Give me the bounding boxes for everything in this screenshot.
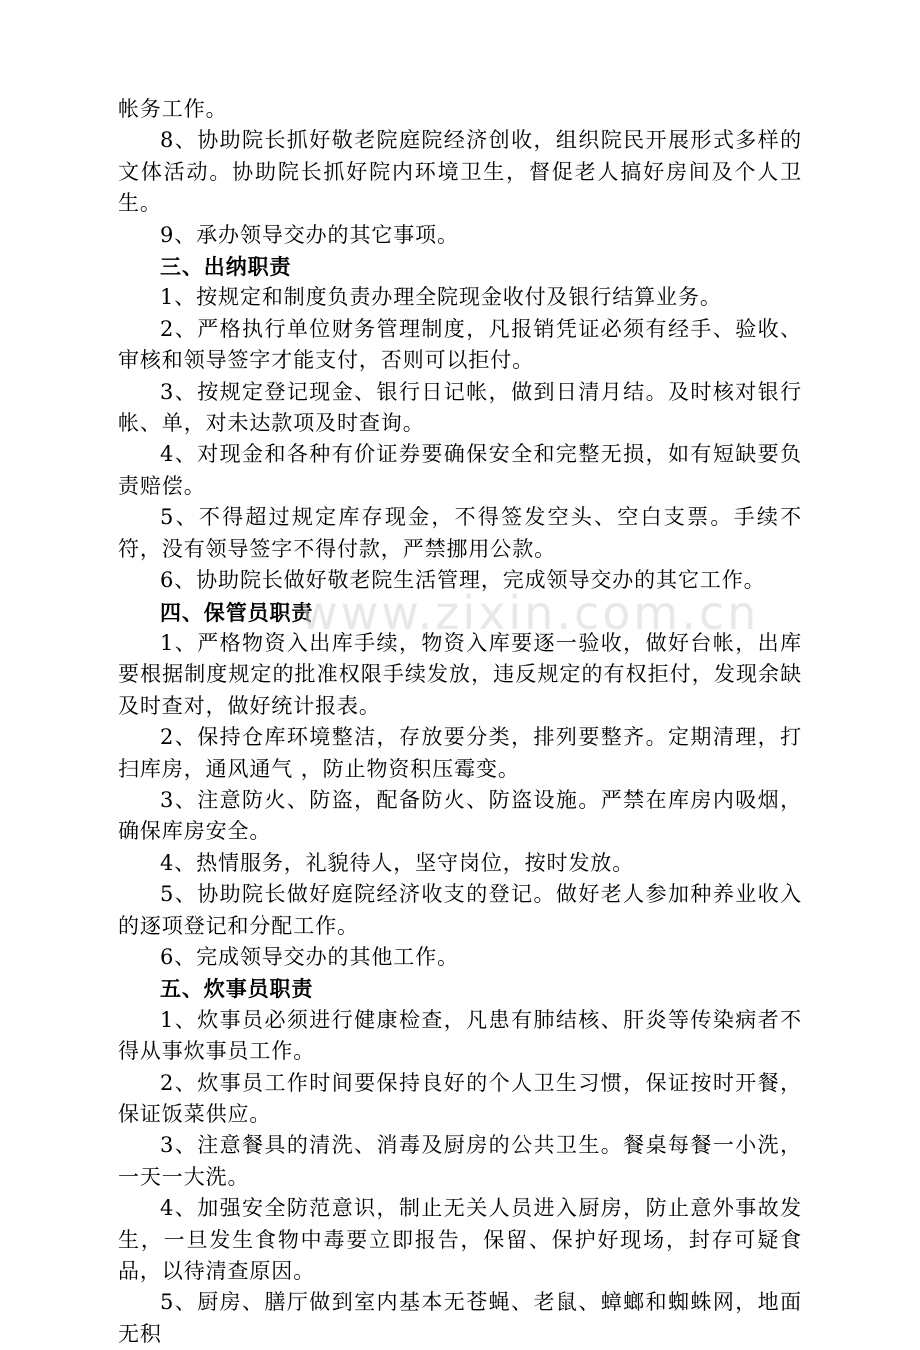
paragraph: 3、注意防火、防盗，配备防火、防盗设施。严禁在库房内吸烟，确保库房安全。 — [118, 787, 802, 844]
paragraph: 2、严格执行单位财务管理制度，凡报销凭证必须有经手、验收、审核和领导签字才能支付，否则可以拒付。 — [118, 316, 802, 373]
watermark: www.zixin.com.cn — [300, 586, 760, 640]
paragraph: 3、注意餐具的清洗、消毒及厨房的公共卫生。餐桌每餐一小洗，一天一大洗。 — [118, 1133, 802, 1189]
paragraph: 1、炊事员必须进行健康检查，凡患有肺结核、肝炎等传染病者不得从事炊事员工作。 — [118, 1007, 802, 1064]
paragraph: 5、不得超过规定库存现金，不得签发空头、空白支票。手续不符，没有领导签字不得付款，严禁挪用公款。 — [118, 505, 802, 561]
paragraph: 2、炊事员工作时间要保持良好的个人卫生习惯，保证按时开餐，保证饭菜供应。 — [118, 1070, 802, 1126]
paragraph: 6、完成领导交办的其他工作。 — [160, 944, 459, 969]
paragraph: 8、协助院长抓好敬老院庭院经济创收，组织院民开展形式多样的文体活动。协助院长抓好院内环境卫生，督促老人搞好房间及个人卫生。 — [118, 128, 802, 216]
paragraph: 5、协助院长做好庭院经济收支的登记。做好老人参加种养业收入的逐项登记和分配工作。 — [118, 882, 802, 938]
paragraph: 帐务工作。 — [118, 97, 228, 121]
paragraph: 1、按规定和制度负责办理全院现金收付及银行结算业务。 — [160, 285, 722, 310]
paragraph: 4、对现金和各种有价证券要确保安全和完整无损，如有短缺要负责赔偿。 — [118, 442, 802, 498]
paragraph: 3、按规定登记现金、银行日记帐，做到日清月结。及时核对银行帐、单，对未达款项及时查询。 — [118, 379, 802, 436]
paragraph: 1、严格物资入出库手续，物资入库要逐一验收，做好台帐，出库要根据制度规定的批准权限手续发放，违反规定的有权拒付，发现余缺及时查对，做好统计报表。 — [118, 630, 802, 718]
paragraph: 9、承办领导交办的其它事项。 — [160, 222, 459, 247]
document-body — [118, 94, 802, 1350]
section-heading: 五、炊事员职责 — [160, 976, 314, 1002]
section-heading: 三、出纳职责 — [160, 254, 292, 280]
paragraph: 5、厨房、膳厅做到室内基本无苍蝇、老鼠、蟑螂和蜘蛛网，地面无积 — [118, 1290, 802, 1346]
paragraph: 4、热情服务，礼貌待人，坚守岗位，按时发放。 — [160, 850, 635, 875]
paragraph: 2、保持仓库环境整洁，存放要分类，排列要整齐。定期清理，打扫库房，通风通气 ，防止物资积压霉变。 — [118, 725, 802, 781]
paragraph: 4、加强安全防范意识，制止无关人员进入厨房，防止意外事故发生，一旦发生食物中毒要立即报告，保留、保护好现场，封存可疑食品，以待清查原因。 — [118, 1196, 802, 1284]
section-heading: 四、保管员职责 — [160, 599, 314, 625]
paragraph: 6、协助院长做好敬老院生活管理，完成领导交办的其它工作。 — [160, 568, 766, 593]
